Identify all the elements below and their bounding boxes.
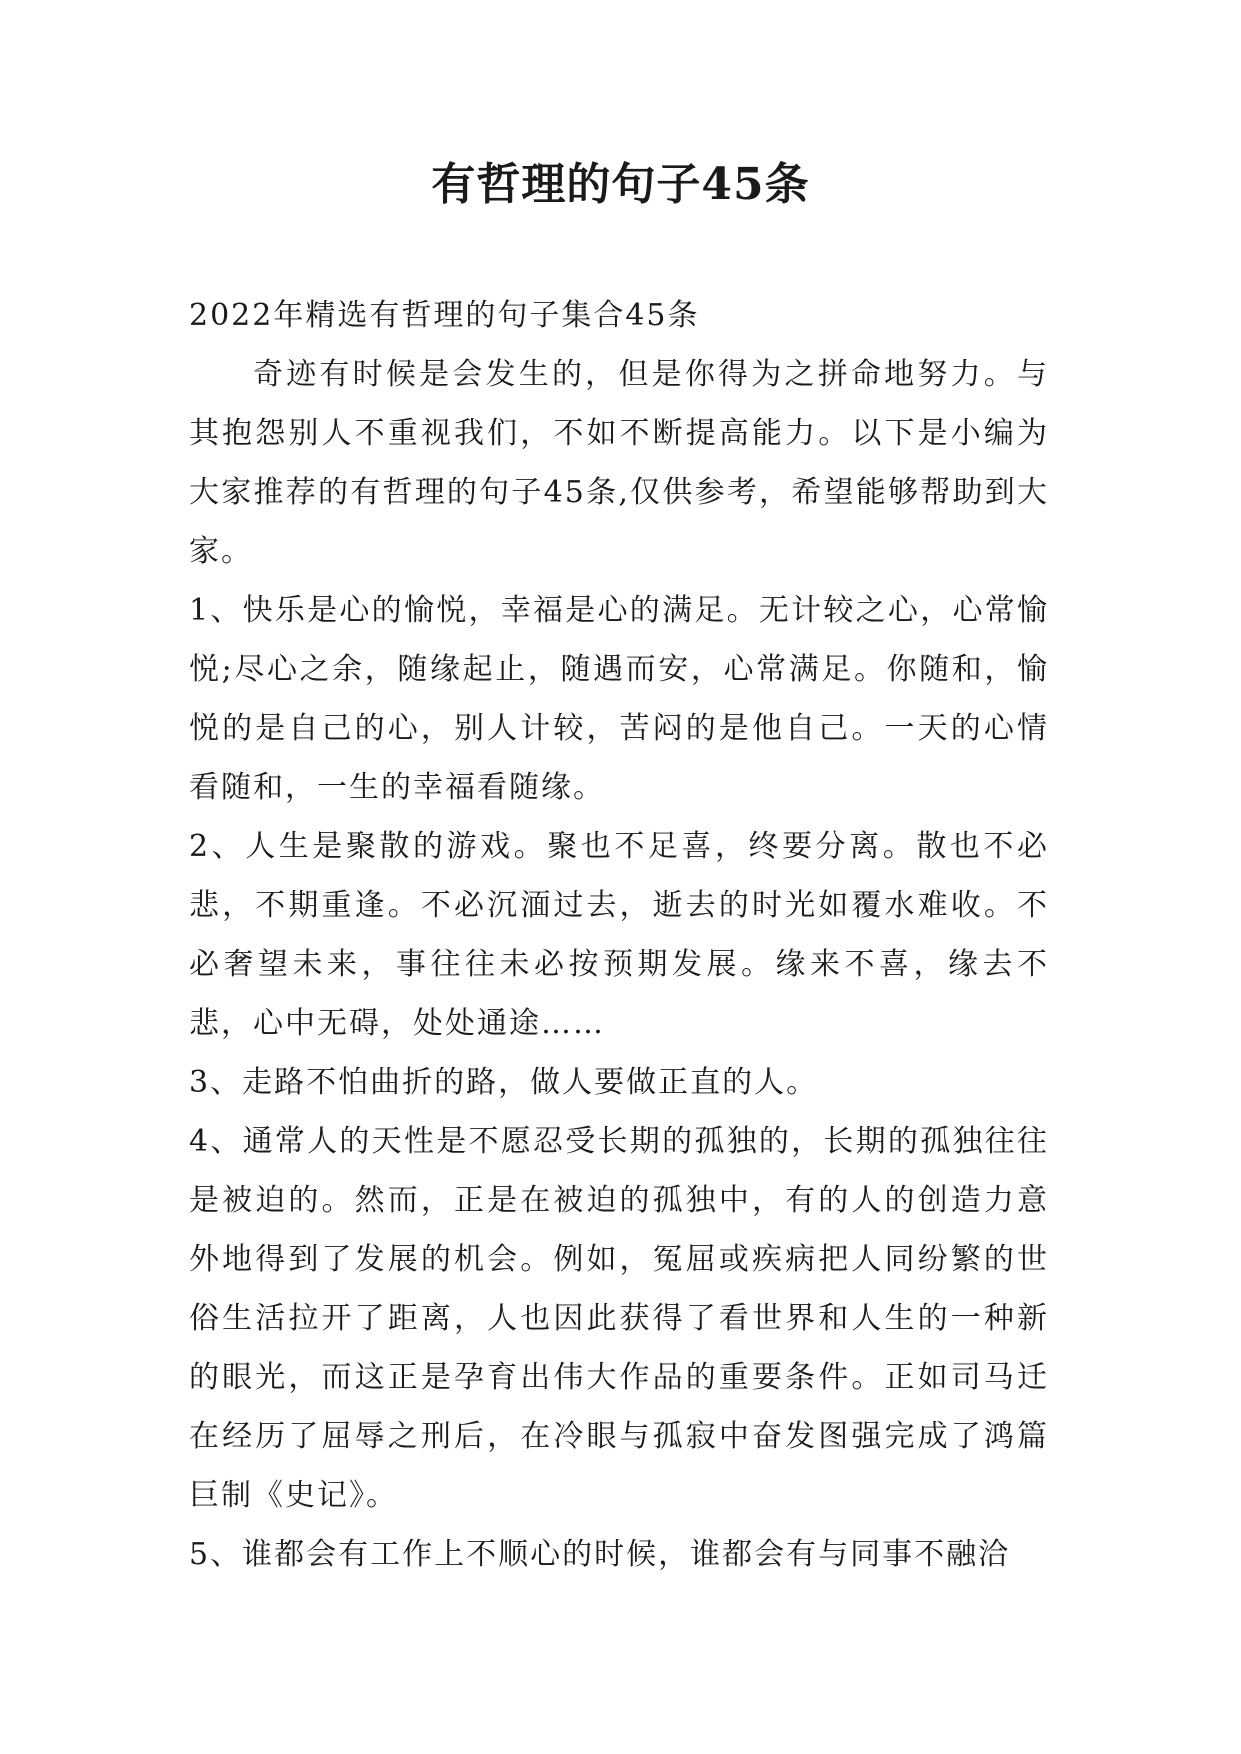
intro-paragraph: 奇迹有时候是会发生的，但是你得为之拼命地努力。与其抱怨别人不重视我们，不如不断提高能力。以下是小编为大家推荐的有哲理的句子45条,仅供参考，希望能够帮助到大家。 (189, 357, 1049, 569)
list-item: 3、走路不怕曲折的路，做人要做正直的人。 (189, 1065, 819, 1100)
document-subtitle: 2022年精选有哲理的句子集合45条 (189, 298, 700, 333)
list-item: 2、人生是聚散的游戏。聚也不足喜，终要分离。散也不必悲，不期重逢。不必沉湎过去，逝去的时光如覆水难收。不必奢望未来，事往往未必按预期发展。缘来不喜，缘去不悲，心中无碍，处处通途…… (189, 829, 1049, 1041)
list-item: 5、谁都会有工作上不顺心的时候，谁都会有与同事不融洽 (189, 1537, 1011, 1572)
list-item: 1、快乐是心的愉悦，幸福是心的满足。无计较之心，心常愉悦;尽心之余，随缘起止，随遇而安，心常满足。你随和，愉悦的是自己的心，别人计较，苦闷的是他自己。一天的心情看随和，一生的幸福看随缘。 (189, 593, 1049, 805)
document-title: 有哲理的句子45条 (431, 159, 810, 210)
document-body (189, 286, 1049, 1584)
list-item: 4、通常人的天性是不愿忍受长期的孤独的，长期的孤独往往是被迫的。然而，正是在被迫的孤独中，有的人的创造力意外地得到了发展的机会。例如，冤屈或疾病把人同纷繁的世俗生活拉开了距离，人也因此获得了看世界和人生的一种新的眼光，而这正是孕育出伟大作品的重要条件。正如司马迁在经历了屈辱之刑后，在冷眼与孤寂中奋发图强完成了鸿篇巨制《史记》。 (189, 1124, 1049, 1513)
